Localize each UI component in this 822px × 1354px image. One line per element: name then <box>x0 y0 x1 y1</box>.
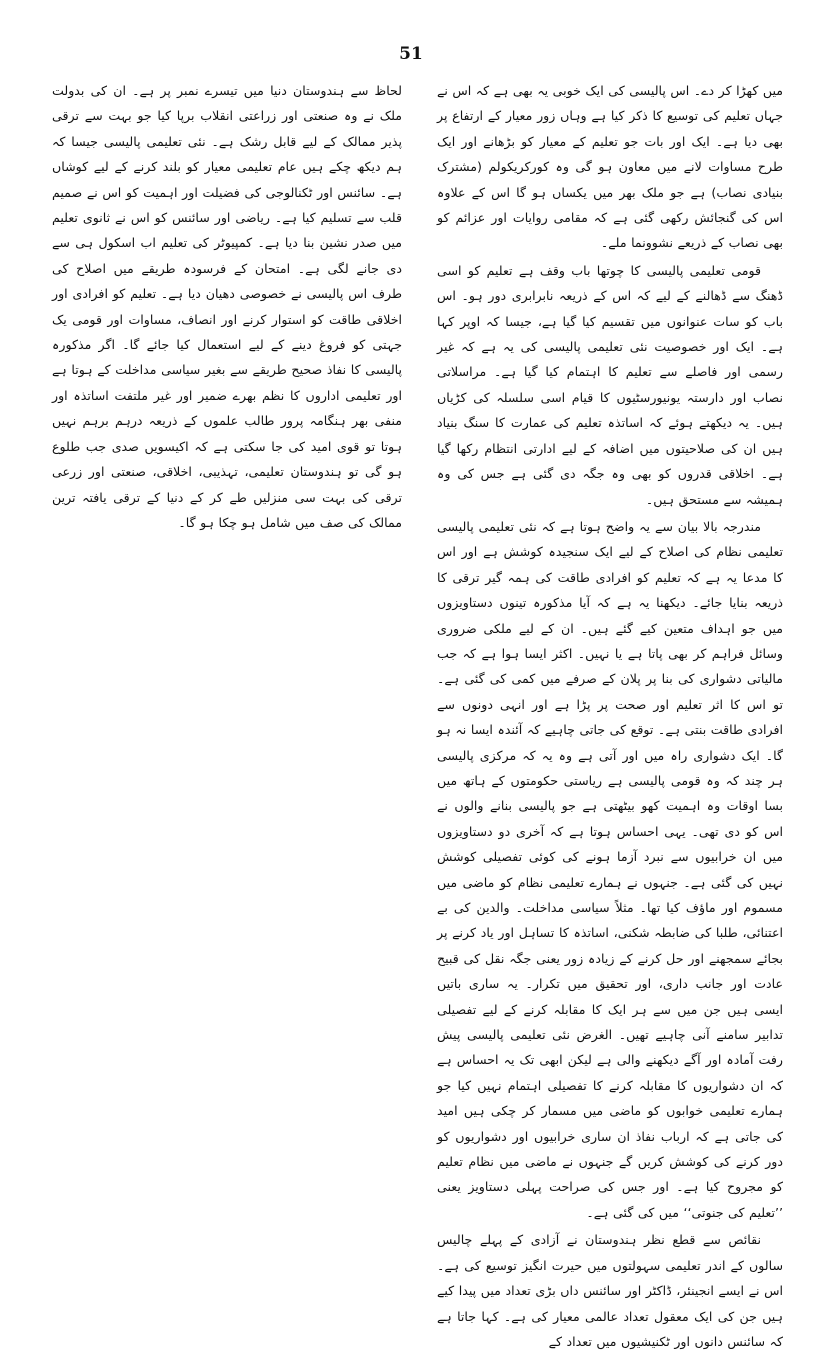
left-text-column <box>52 78 402 535</box>
right-text-column <box>437 78 783 1354</box>
paragraph: میں کھڑا کر دے۔ اس پالیسی کی ایک خوبی یہ بھی ہے کہ اس نے جہاں تعلیم کی توسیع کا ذکر کیا ہے وہاں زور معیار کے ارتفاع پر بھی دیا ہے۔ ایک اور بات جو تعلیم کے معیار کو بڑھانے اور ایک طرح مساوات لانے میں معاون ہو گی وہ کورکریکولم (مشترک بنیادی نصاب) ہے جو ملک بھر میں یکساں ہو گا اس کے علاوہ اس کی گنجائش رکھی گئی ہے کہ مقامی روایات اور عزائم کو بھی نصاب کے ذریعے نشوونما ملے۔ <box>437 83 783 251</box>
paragraph: قومی تعلیمی پالیسی کا چوتھا باب وقف ہے تعلیم کو اسی ڈھنگ سے ڈھالنے کے لیے کہ اس کے ذریعہ نابرابری دور ہو۔ اس باب کو سات عنوانوں میں تقسیم کیا گیا ہے، جیسا کہ اوپر کہا ہے۔ ایک اور خصوصیت نئی تعلیمی پالیسی کی یہ ہے کہ غیر رسمی اور فاصلے سے تعلیم کا اہتمام کیا گیا ہے۔ مراسلاتی نصاب اور دارستہ یونیورسٹیوں کا قیام اسی سلسلہ کی کڑیاں ہیں۔ یہ دیکھتے ہوئے کہ اساتذہ تعلیم کی عمارت کا سنگ بنیاد ہیں ان کی صلاحیتوں میں اضافہ کے لیے ادارتی انتظام رکھا گیا ہے۔ اخلاقی قدروں کو بھی وہ جگہ دی گئی ہے جس کی وہ ہمیشہ سے مستحق ہیں۔ <box>437 262 783 507</box>
page-number: 51 <box>399 44 423 64</box>
paragraph: مندرجہ بالا بیان سے یہ واضح ہوتا ہے کہ نئی تعلیمی پالیسی تعلیمی نظام کی اصلاح کے لیے ایک سنجیدہ کوشش ہے اور اس کا مدعا یہ ہے کہ تعلیم کو افرادی طاقت کی ہمہ گیر ترقی کا ذریعہ بنایا جائے۔ دیکھنا یہ ہے کہ آیا مذکورہ تینوں دستاویزوں میں جو اہداف متعین کیے گئے ہیں۔ ان کے لیے ملکی ضروری وسائل فراہم کر بھی پاتا ہے یا نہیں۔ اکثر ایسا ہوا ہے کہ جب مالیاتی دشواری کی بنا پر پلان کے صرفے میں کمی کی گئی ہے۔ تو اس کا اثر تعلیم اور صحت پر پڑا ہے اور انہی دونوں سے افرادی طاقت بنتی ہے۔ توقع کی جاتی چاہیے کہ آئندہ ایسا نہ ہو گا۔ ایک دشواری راہ میں اور آتی ہے وہ یہ کہ مرکزی پالیسی ہر چند کہ وہ قومی پالیسی ہے ریاستی حکومتوں کے ہاتھ میں بسا اوقات وہ اہمیت کھو بیٹھتی ہے جو پالیسی بنانے والوں نے اس کو دی تھی۔ یہی احساس ہوتا ہے کہ آخری دو دستاویزوں میں ان خرابیوں سے نبرد آزما ہونے کی کوئی تفصیلی کوشش نہیں کی گئی ہے۔ جنہوں نے ہمارے تعلیمی نظام کو ماضی میں مسموم اور ماؤف کیا تھا۔ مثلاً سیاسی مداخلت۔ والدین کی بے اعتنائی، طلبا کی ضابطہ شکنی، اساتذہ کا تساہل اور یاد کرنے پر بجائے سمجھنے اور حل کرنے کے زیادہ زور یعنی جگہ نقل کی قبیح عادت اور جانب داری، اور تحقیق میں تکرار۔ یہ ساری باتیں ایسی ہیں جن میں سے ہر ایک کا مقابلہ کرنے کے لیے تفصیلی تدابیر سامنے آنی چاہیے تھیں۔ الغرض نئی تعلیمی پالیسی پیش رفت آمادہ اور آگے دیکھنے والی ہے لیکن ابھی تک یہ احساس ہے کہ ان دشواریوں کا مقابلہ کرنے کا تفصیلی اہتمام نہیں کیا جو ہمارے تعلیمی خوابوں کو ماضی میں مسمار کر چکی ہیں امید کی جاتی ہے کہ ارباب نفاذ ان ساری خرابیوں اور دشواریوں کو دور کرنے کی کوشش کریں گے جنہوں نے ماضی میں نظام تعلیم کو مجروح کیا ہے۔ اور جس کی صراحت پہلی دستاویز یعنی ’’تعلیم کی جنوتی‘‘ میں کی گئی ہے۔ <box>437 518 783 1220</box>
paragraph: لحاظ سے ہندوستان دنیا میں تیسرے نمبر پر ہے۔ ان کی بدولت ملک نے وہ صنعتی اور زراعتی انقلاب برپا کیا جو بہت سے ترقی پذیر ممالک کے لیے قابل رشک ہے۔ نئی تعلیمی پالیسی جیسا کہ ہم دیکھ چکے ہیں عام تعلیمی معیار کو بلند کرنے کے لیے کوشاں ہے۔ سائنس اور ٹکنالوجی کی فضیلت اور اہمیت کو اس نے صمیم قلب سے تسلیم کیا ہے۔ ریاضی اور سائنس کو اس نے ثانوی تعلیم میں صدر نشین بنا دیا ہے۔ کمپیوٹر کی تعلیم اب اسکول ہی سے دی جانے لگی ہے۔ امتحان کے فرسودہ طریقے میں اصلاح کی طرف اس پالیسی نے خصوصی دھیان دیا ہے۔ تعلیم کو افرادی اور اخلاقی طاقت کو استوار کرنے اور انصاف، مساوات اور قومی یک جہتی کو فروغ دینے کے لیے استعمال کیا جائے گا۔ اگر مذکورہ پالیسی کا نفاذ صحیح طریقے سے بغیر سیاسی مداخلت کے ہوتا ہے اور تعلیمی اداروں کا نظم بھرے ضمیر اور غیر ملتفت اساتذہ اور منفی بھر ہنگامہ پرور طالب علموں کے ذریعہ درہم برہم نہیں ہوتا تو قوی امید کی جا سکتی ہے کہ اکیسویں صدی جب طلوع ہو گی تو ہندوستان تعلیمی، تہذیبی، اخلاقی، صنعتی اور زرعی ترقی کی بہت سی منزلیں طے کر کے دنیا کے ترقی یافتہ ترین ممالک کی صف میں شامل ہو چکا ہو گا۔ <box>52 83 402 530</box>
paragraph: نقائص سے قطع نظر ہندوستان نے آزادی کے پہلے چالیس سالوں کے اندر تعلیمی سہولتوں میں حیرت انگیز توسیع کی ہے۔ اس نے ایسے انجینئر، ڈاکٹر اور سائنس داں بڑی تعداد میں پیدا کیے ہیں جن کی ایک معقول تعداد عالمی معیار کی ہے۔ کہا جاتا ہے کہ سائنس دانوں اور ٹکنیشیوں میں تعداد کے <box>437 1232 783 1349</box>
